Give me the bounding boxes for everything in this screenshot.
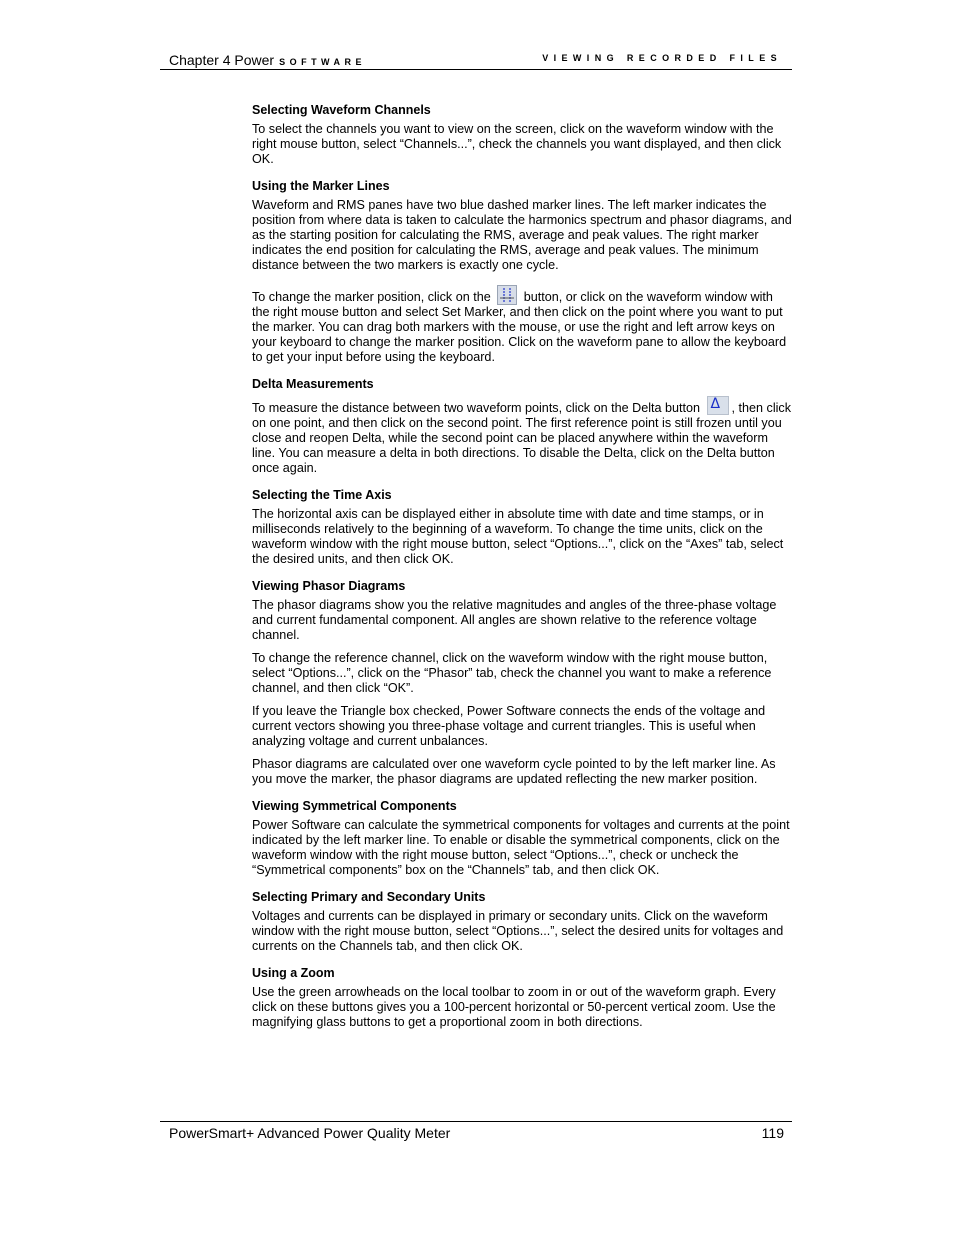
section-heading: Selecting the Time Axis: [252, 488, 392, 502]
paragraph-text: To change the marker position, click on the: [252, 290, 491, 304]
paragraph: The horizontal axis can be displayed either in absolute time with date and time stamps, or in milliseconds relatively to the beginning of a waveform. To change the time units, click on the waveform window with the right mouse button, select “Options...”, click on the “Axes” tab, select the desired units, and then click OK.: [252, 507, 784, 566]
section-heading: Selecting Primary and Secondary Units: [252, 890, 486, 904]
page-header: [160, 50, 792, 70]
marker-button-icon: [497, 285, 517, 305]
paragraph-text: To measure the distance between two waveform points, click on the Delta button: [252, 401, 701, 415]
section-heading: Delta Measurements: [252, 377, 374, 391]
section-using-a-zoom: [252, 966, 792, 1030]
paragraph: Voltages and currents can be displayed in primary or secondary units. Click on the waveform window with the right mouse button, select “Options...”, select the desired units for voltages and currents on the Channels tab, and then click OK.: [252, 909, 784, 953]
paragraph: To select the channels you want to view on the screen, click on the waveform window with the right mouse button, select “Channels...”, check the channels you want displayed, and then click OK.: [252, 122, 782, 166]
paragraph: If you leave the Triangle box checked, Power Software connects the ends of the voltage and current vectors showing you three-phase voltage and current triangles. This is useful when analyzing voltage and current unbalances.: [252, 704, 766, 748]
page-content: [252, 103, 792, 1042]
header-section-title: VIEWING RECORDED FILES: [542, 53, 782, 63]
paragraph-delta: [252, 396, 792, 476]
page-footer: [160, 1121, 792, 1146]
delta-button-icon: [707, 396, 729, 415]
header-chapter-text: Chapter 4 Power: [169, 52, 275, 68]
header-software: SOFTWARE: [279, 57, 367, 67]
paragraph-text: button, or click on the waveform window with the right mouse button and select Set Marker, and then click on the point where you want to put the marker. You can drag both markers with the mouse, or use the right and left arrow keys on your keyboard to change the marker position. Click on the waveform pane to allow the keyboard to get your input before using the keyboard.: [252, 290, 787, 364]
section-heading: Using a Zoom: [252, 966, 335, 980]
section-viewing-phasor-diagrams: [252, 579, 792, 787]
section-heading: Viewing Phasor Diagrams: [252, 579, 406, 593]
paragraph: Use the green arrowheads on the local toolbar to zoom in or out of the waveform graph. Every click on these buttons gives you a 100-percent horizontal or 50-percent vertical zoom. Use the magnifying glass buttons to get a proportional zoom in both directions.: [252, 985, 776, 1029]
section-heading: Selecting Waveform Channels: [252, 103, 431, 117]
section-selecting-waveform-channels: [252, 103, 792, 167]
paragraph: Waveform and RMS panes have two blue dashed marker lines. The left marker indicates the position from where data is taken to calculate the harmonics spectrum and phasor diagrams, and as the starting position for calculating the RMS, average and peak values. The right marker indicates the end position for calculating the RMS, average and peak values. The minimum distance between the two markers is exactly one cycle.: [252, 198, 792, 272]
header-chapter: [169, 52, 366, 68]
paragraph: To change the reference channel, click on the waveform window with the right mouse button, select “Options...”, click on the “Phasor” tab, check the channel you want to make a reference channel, and then click “OK”.: [252, 651, 772, 695]
section-delta-measurements: [252, 377, 792, 476]
footer-title: PowerSmart+ Advanced Power Quality Meter: [169, 1125, 451, 1141]
section-viewing-symmetrical-components: [252, 799, 792, 878]
section-heading: Using the Marker Lines: [252, 179, 390, 193]
page-number: 119: [761, 1125, 784, 1141]
paragraph: The phasor diagrams show you the relative magnitudes and angles of the three-phase voltage and current fundamental component. All angles are shown relative to the reference voltage channel.: [252, 598, 777, 642]
paragraph-marker-position: [252, 285, 792, 365]
paragraph-text: , then click on one point, and then click on the second point. The first reference point is still frozen until you close and reopen Delta, while the second point can be placed anywhere within the waveform line. You can measure a delta in both directions. To disable the Delta, click on the Delta button once again.: [252, 401, 792, 475]
paragraph: Power Software can calculate the symmetrical components for voltages and currents at the point indicated by the left marker line. To enable or disable the symmetrical components, click on the waveform window with the right mouse button, select “Options...”, check or uncheck the “Symmetrical components” box on the “Channels” tab, and then click OK.: [252, 818, 790, 877]
section-using-marker-lines: [252, 179, 792, 365]
delta-glyph: Δ: [710, 396, 721, 412]
section-heading: Viewing Symmetrical Components: [252, 799, 457, 813]
section-selecting-time-axis: [252, 488, 792, 567]
section-primary-secondary-units: [252, 890, 792, 954]
paragraph: Phasor diagrams are calculated over one waveform cycle pointed to by the left marker line. As you move the marker, the phasor diagrams are updated reflecting the new marker position.: [252, 757, 776, 786]
